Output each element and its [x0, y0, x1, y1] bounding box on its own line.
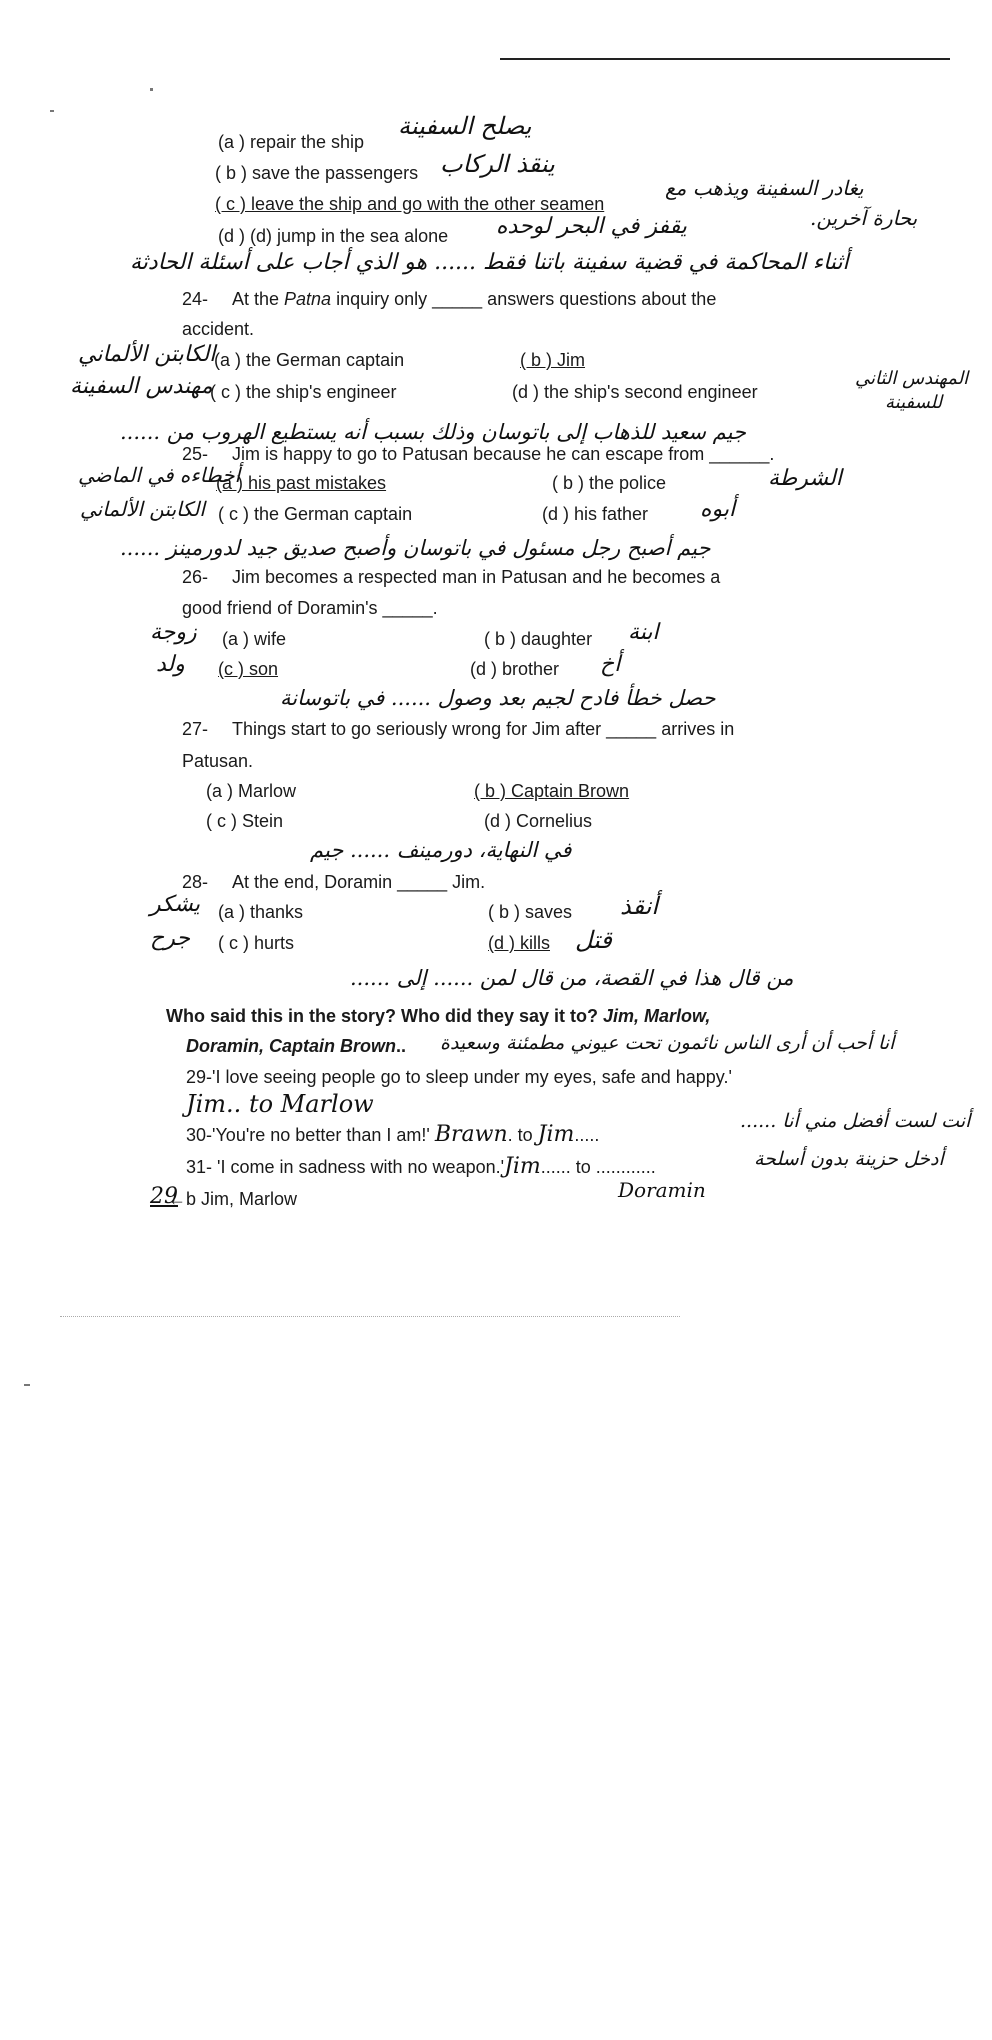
q27-option-b: ( b ) Captain Brown [474, 781, 630, 801]
q27-stem-line1: Things start to go seriously wrong for Jim after _____ arrives in [232, 719, 735, 739]
q25-option-b: ( b ) the police [552, 473, 667, 493]
note-number: 29 [150, 1184, 178, 1209]
q23-option-b: ( b ) save the passengers [215, 163, 419, 183]
q31-middle: ...... to ............ [540, 1157, 656, 1177]
note-text: ←b Jim, Marlow [168, 1189, 298, 1209]
q24-option-c-arabic: مهندس السفينة [70, 374, 213, 399]
q28-option-d: (d ) kills [488, 933, 550, 953]
q27-option-a: (a ) Marlow [206, 781, 297, 801]
who-heading-names-2: Doramin, Captain Brown [186, 1036, 397, 1056]
q25-option-c-arabic: الكابتن الألماني [80, 497, 205, 521]
q23-option-b-arabic: ينقذ الركاب [440, 150, 555, 178]
q25-option-a: (a ) his past mistakes [216, 473, 387, 493]
scan-speck [60, 1316, 680, 1318]
q31-answer-speaker: Jim [504, 1154, 541, 1179]
q30-quote [186, 1124, 599, 1146]
q26-number: 26- [182, 567, 209, 587]
q23-option-d-arabic: يقفز في البحر لوحده [496, 214, 687, 239]
q28-option-c-arabic: جرح [150, 926, 190, 951]
q28-option-a-arabic: يشكر [150, 892, 201, 917]
scan-speck [24, 1384, 30, 1386]
q25-option-d: (d ) his father [542, 504, 649, 524]
q24-number: 24- [182, 289, 209, 309]
q26-option-c: (c ) son [218, 659, 279, 679]
top-rule [500, 58, 950, 60]
q26-option-a-arabic: زوجة [150, 620, 197, 645]
q26-option-d: (d ) brother [470, 659, 560, 679]
q24-arabic-stem: أثناء المحاكمة في قضية سفينة باتنا فقط ...... هو الذي أجاب على أسئلة الحادثة [130, 250, 849, 275]
scan-speck [150, 88, 153, 91]
q24-option-d-arabic-1: المهندس الثاني [855, 368, 969, 389]
q24-stem-post: inquiry only _____ answers questions about the [331, 289, 717, 309]
who-heading-dots: .. [396, 1036, 407, 1056]
who-heading-line1 [166, 1005, 710, 1027]
who-heading-text: Who said this in the story? Who did they say it to? [166, 1006, 604, 1026]
q25-stem: Jim is happy to go to Patusan because he can escape from ______. [232, 444, 775, 464]
q28-option-b: ( b ) saves [488, 902, 573, 922]
q30-answer-speaker: Brawn [434, 1122, 508, 1147]
scan-speck [50, 110, 54, 112]
q24-stem-line2: accident. [182, 319, 255, 339]
q24-option-d-arabic-2: للسفينة [885, 392, 943, 413]
q31-text: 31- 'I come in sadness with no weapon.' [186, 1157, 505, 1177]
q26-stem-line1: Jim becomes a respected man in Patusan and he becomes a [232, 567, 721, 587]
q23-option-a-arabic: يصلح السفينة [398, 112, 532, 140]
q30-dots: ..... [574, 1125, 600, 1145]
q26-option-c-arabic: ولد [156, 652, 185, 677]
q26-option-b-arabic: ابنة [628, 620, 659, 645]
q26-option-d-arabic: أخ [600, 652, 621, 677]
q26-stem-line2: good friend of Doramin's _____. [182, 598, 438, 618]
q31-arabic: أدخل حزينة بدون أسلحة [754, 1148, 944, 1170]
q30-answer-listener: Jim [537, 1122, 575, 1147]
q29-quote: 29-'I love seeing people go to sleep under my eyes, safe and happy.' [186, 1067, 732, 1087]
who-arabic-heading: من قال هذا في القصة، من قال لمن ...... إلى ...... [350, 966, 794, 990]
q24-option-a: (a ) the German captain [214, 350, 405, 370]
q31-quote [186, 1156, 656, 1178]
q28-arabic-stem: في النهاية، دورمينف ...... جيم [310, 838, 572, 862]
q27-option-c: ( c ) Stein [206, 811, 284, 831]
q29-arabic: أنا أحب أن أرى الناس نائمون تحت عيوني مطمئنة وسعيدة [440, 1032, 895, 1054]
q30-to: . to [507, 1125, 533, 1145]
q28-option-b-arabic: أنقذ [620, 892, 659, 920]
q25-option-b-arabic: الشرطة [768, 466, 842, 491]
q23-option-c: ( c ) leave the ship and go with the other seamen [215, 194, 605, 214]
q28-option-c: ( c ) hurts [218, 933, 295, 953]
q30-arabic: أنت لست أفضل مني أنا ...... [740, 1110, 971, 1132]
q26-option-b: ( b ) daughter [484, 629, 593, 649]
q23-option-d: (d ) (d) jump in the sea alone [218, 226, 449, 246]
q24-option-a-arabic: الكابتن الألماني [78, 342, 216, 367]
q27-number: 27- [182, 719, 209, 739]
q23-option-a: (a ) repair the ship [218, 132, 365, 152]
q24-option-d: (d ) the ship's second engineer [512, 382, 758, 402]
who-heading-names: Jim, Marlow, [603, 1006, 711, 1026]
q25-option-d-arabic: أبوه [700, 497, 736, 522]
q25-arabic-stem: جيم سعيد للذهاب إلى باتوسان وذلك بسبب أنه يستطيع الهروب من ...... [120, 420, 746, 444]
q23-option-c-arabic-1: يغادر السفينة ويذهب مع [665, 176, 864, 200]
q24-option-c: ( c ) the ship's engineer [210, 382, 397, 402]
q25-option-c: ( c ) the German captain [218, 504, 413, 524]
q24-stem-line1 [232, 288, 716, 310]
q28-option-a: (a ) thanks [218, 902, 304, 922]
q28-stem: At the end, Doramin _____ Jim. [232, 872, 486, 892]
q30-text: 30-'You're no better than I am!' [186, 1125, 430, 1145]
q27-stem-line2: Patusan. [182, 751, 254, 771]
q27-option-d: (d ) Cornelius [484, 811, 593, 831]
q24-stem-italic: Patna [284, 289, 332, 309]
q31-answer-listener: Doramin [618, 1178, 706, 1202]
q26-arabic-stem: جيم أصبح رجل مسئول في باتوسان وأصبح صديق جيد لدورمينز ...... [120, 536, 711, 560]
q28-option-d-arabic: قتل [575, 926, 612, 954]
q28-number: 28- [182, 872, 209, 892]
q25-number: 25- [182, 444, 209, 464]
q23-option-c-arabic-2: بحارة آخرين. [810, 206, 918, 230]
q25-option-a-arabic: أخطاءه في الماضي [78, 463, 241, 487]
q26-option-a: (a ) wife [222, 629, 287, 649]
q27-arabic-stem: حصل خطأ فادح لجيم بعد وصول ...... في باتوسانة [280, 686, 716, 710]
who-heading-line2 [186, 1035, 406, 1057]
q24-stem-pre: At the [232, 289, 285, 309]
q24-option-b: ( b ) Jim [520, 350, 585, 370]
q29-answer: Jim.. to Marlow [186, 1090, 374, 1118]
